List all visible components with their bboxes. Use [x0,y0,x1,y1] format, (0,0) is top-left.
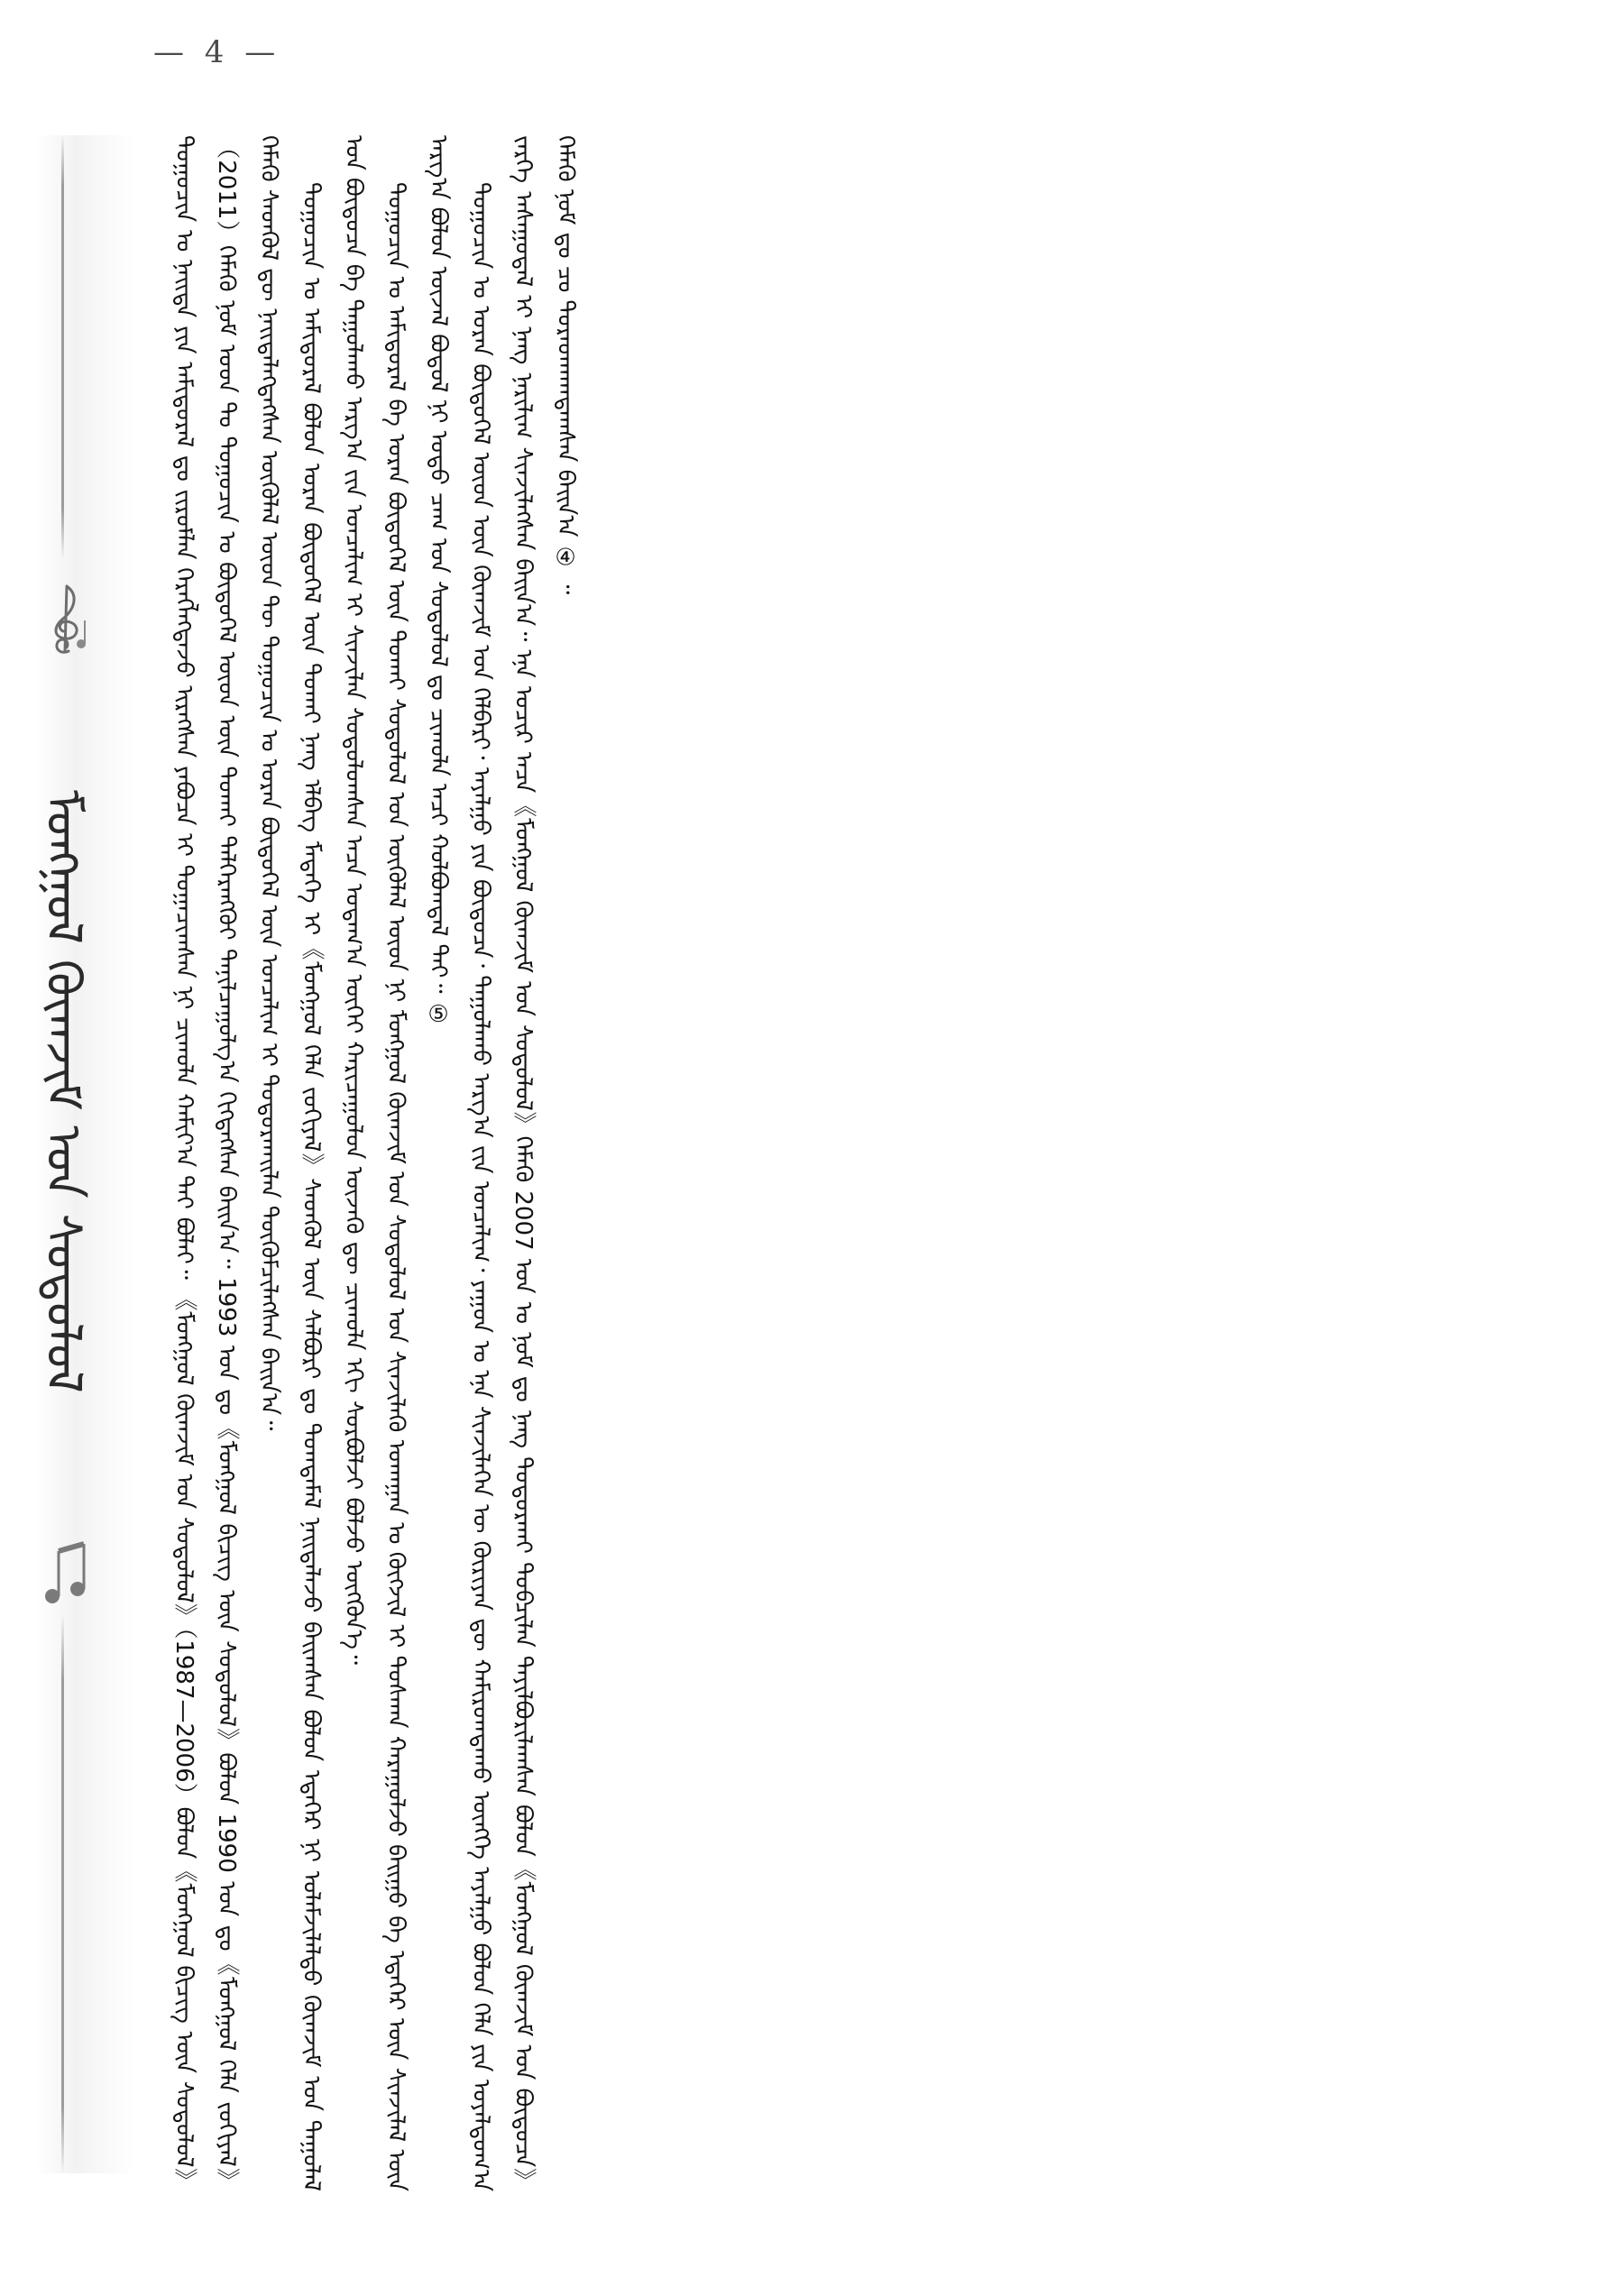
running-title: ᠮᠣᠩᠭᠣᠯ ᠬᠦᠭ᠍ᠵᠢᠮ ᠤᠨ ᠰᠤᠳᠤᠯᠤᠯ [35,789,92,1393]
body-text [162,135,1290,2191]
paragraph: ᠳᠤᠭᠤᠴᠢᠨ ᠤ ᠤᠷᠠᠨ ᠪᠦᠲᠦᠭᠡᠯ ᠦᠳ ᠦᠨ ᠬᠦᠭ᠍ᠵᠢᠮ ᠤᠨ ᠬᠡᠯᠪᠡᠷᠢ᠂ ᠠᠶᠠᠯᠭᠤ ᠶᠢᠨ ᠪᠦᠲᠦᠴᠡ᠂ ᠳᠠᠭᠤᠯᠠᠬᠤ ᠠᠷᠭ᠎ᠠ ᠵᠢᠨ ᠣᠨᠴᠠᠯᠢᠭ᠂ ᠶᠠᠭᠤᠨ ᠤ ᠡᠨᠡ ᠰᠢᠨᠵᠢᠯᠡᠭᠡᠨ ᠦ ᠬᠦᠷᠢᠶᠡᠨ ᠳᠦ ᠬᠠᠮᠢᠷᠤᠭᠳᠠᠬᠤ ᠥᠩᠭᠡ ᠠᠶᠠᠯᠭᠤ ᠪᠣᠯᠤᠨ ᠬᠡᠯᠡ ᠶᠢᠨ ᠤᠶᠠᠯᠳᠤᠭ᠎ᠠ ᠵᠡᠷᠭᠡ ᠠᠰᠠᠭᠤᠳᠠᠯ ᠢ ᠨᠡᠩ ᠨᠠᠷᠢᠯᠢᠭ ᠰᠢᠨᠵᠢᠯᠡᠭᠰᠡᠨ ᠪᠠᠢᠨ᠎ᠠ᠃ ᠡᠨᠡ ᠤᠴᠢᠷ ᠠᠴᠠ《ᠮᠣᠩᠭᠣᠯ ᠬᠦᠭ᠍ᠵᠢᠮ ᠤᠨ ᠰᠤᠳᠤᠯᠤᠯ》ᠬᠡᠮᠡᠬᠦ 2007 ᠣᠨ ᠤ ᠨᠣᠮ ᠳᠤ ᠨᠡᠩ ᠲᠣᠳᠤᠷᠬᠠᠢ ᠲᠣᠪᠴᠢᠯᠠᠨ ᠲᠠᠶᠢᠯᠪᠤᠷᠢᠯᠠᠭᠰᠠᠨ ᠪᠣᠯᠤᠨ《ᠮᠣᠩᠭᠣᠯ ᠬᠦᠭ᠍ᠵᠢᠮ ᠤᠨ ᠪᠦᠲᠦᠴᠡ》ᠬᠡᠮᠡᠬᠦ ᠨᠣᠮ ᠳᠤ ᠴᠤ ᠳᠤᠷᠠᠳᠬᠠᠭᠳᠠᠭᠰᠠᠨ ᠪᠠᠢᠨ᠎ᠠ ④ ᠃ [467,135,579,2191]
page-number: — 4 — [153,34,281,70]
paragraph: ᠳᠤᠭᠤᠴᠢᠨ ᠤ ᠠᠮᠢᠳᠤᠷᠠᠯ ᠪᠣᠯᠤᠨ ᠤᠷᠠᠨ ᠪᠦᠲᠦᠭᠡᠯ ᠦᠨ ᠲᠤᠬᠠᠢ ᠨᠡᠩ ᠡᠯᠪᠡᠭ ᠮᠡᠳᠡᠭᠡ ᠢ《ᠮᠣᠩᠭᠣᠯ ᠬᠡᠯᠡ ᠵᠣᠬᠢᠶᠠᠯ》ᠰᠡᠳᠬᠦᠯ ᠦᠨ ᠰᠠᠯᠪᠤᠷᠢ ᠳᠤ ᠲᠣᠭᠲᠠᠮᠠᠯ ᠨᠡᠢᠲᠡᠯᠡᠵᠦ ᠪᠠᠢᠭᠰᠠᠨ ᠪᠣᠯᠤᠨ ᠡᠳᠡᠭᠡᠷ ᠨᠢ ᠤᠯᠠᠮᠵᠢᠯᠠᠯᠲᠤ ᠬᠦᠭ᠍ᠵᠢᠮ ᠤᠨ ᠳᠠᠭᠤᠯᠠᠯ ᠤᠨ ᠪᠦᠲᠦᠴᠡ ᠪᠠ ᠳᠠᠭᠤᠯᠠᠬᠤ ᠠᠷᠭ᠎ᠠ ᠵᠢᠨ ᠣᠨᠴᠠᠯᠢᠭ ᠢ ᠰᠢᠨᠵᠢᠯᠡᠨ ᠰᠤᠳᠤᠯᠤᠭᠰᠠᠨ ᠠᠴᠠ ᠤᠳᠠᠭ᠎ᠠ ᠦᠭᠡᠢ ᠬᠠᠷᠢᠴᠠᠭᠤᠯᠤᠨ ᠦᠵᠡᠬᠦ ᠳᠦ ᠴᠢᠬᠤᠯᠠ ᠡᠬᠢ ᠰᠤᠷᠪᠤᠯᠵᠢ ᠪᠣᠯᠵᠤ ᠥᠭᠭᠦᠨ᠎ᠡ᠃ [298,135,367,2191]
paragraph: ᠳᠤᠭᠤᠴᠢᠨ ᠤ ᠨᠡᠢᠲᠡ ᠶᠢᠨ ᠠᠮᠢᠳᠤᠷᠠᠯ ᠳᠤ ᠵᠢᠷᠤᠮᠯᠠᠨ ᠬᠡᠷᠡᠭᠯᠡᠭᠳᠡᠵᠦ ᠢᠷᠡᠭᠰᠡᠨ ᠶᠠᠪᠤᠴᠠ ᠢ ᠲᠣᠭᠠᠴᠢᠭᠰᠠᠨ ᠨᠢ ᠴᠢᠬᠤᠯᠠ ᠬᠠᠮᠢᠶ᠎ᠠ ᠲᠠᠢ ᠪᠣᠯᠠᠢ᠃ 《ᠮᠣᠩᠭᠣᠯ ᠬᠦᠭ᠍ᠵᠢᠮ ᠤᠨ ᠰᠤᠳᠤᠯᠤᠯ》（1987—2006）ᠪᠣᠯᠤᠨ《ᠮᠣᠩᠭᠣᠯ ᠪᠢᠴᠢᠭ᠌ ᠦᠨ ᠰᠤᠳᠤᠯᠤᠯ》（2011）ᠬᠡᠮᠡᠬᠦ ᠨᠣᠮ ᠤᠳ ᠲᠤ ᠳᠤᠭᠤᠴᠢᠨ ᠤ ᠪᠦᠲᠦᠭᠡᠯ ᠦᠳ ᠦᠨ ᠲᠤᠬᠠᠢ ᠳᠡᠯᠭᠡᠷᠡᠩᠭᠦᠢ ᠲᠠᠨᠢᠯᠴᠠᠭᠤᠯᠭ᠎ᠠ ᠬᠢᠭᠳᠡᠭᠰᠡᠨ ᠪᠠᠢᠨ᠎ᠠ᠃ 1993 ᠣᠨ ᠳᠤ《ᠮᠣᠩᠭᠣᠯ ᠪᠢᠴᠢᠭ᠌ ᠦᠨ ᠰᠤᠳᠤᠯᠤᠯ》ᠪᠣᠯᠤᠨ 1990 ᠣᠨ ᠳᠤ《ᠮᠣᠩᠭᠣᠯ ᠬᠡᠯᠡ ᠵᠣᠬᠢᠶᠠᠯ》ᠬᠡᠮᠡᠬᠦ ᠰᠡᠳᠬᠦᠯ ᠳᠦ ᠨᠡᠢᠲᠡᠯᠡᠭᠳᠡᠭᠰᠡᠨ ᠥᠭᠦᠯᠡᠯ ᠦᠳ ᠲᠦ ᠳᠤᠭᠤᠴᠢᠨ ᠤ ᠤᠷᠠᠨ ᠪᠦᠲᠦᠭᠡᠯ ᠦᠨ ᠣᠨᠴᠠᠯᠢᠭ ᠢ ᠲᠣᠳᠤᠷᠬᠠᠢᠯᠠᠨ ᠳᠦᠭᠦᠮᠴᠢᠯᠡᠭᠰᠡᠨ ᠪᠠᠢᠨ᠎ᠠ᠃ [170,135,282,2191]
music-notes-icon [34,1533,97,1614]
side-divider-top [61,135,64,559]
treble-clef-icon [34,577,97,658]
side-divider-bottom [61,1614,64,2173]
paragraph: ᠳᠤᠭᠤᠴᠢᠨ ᠤ ᠠᠮᠢᠳᠤᠷᠠᠯ ᠪᠠ ᠤᠷᠠᠨ ᠪᠦᠲᠦᠭᠡᠯ ᠦᠨ ᠲᠤᠬᠠᠢ ᠰᠤᠳᠤᠯᠤᠯ ᠤᠨ ᠥᠭᠦᠯᠡᠯ ᠦᠳ ᠨᠢ ᠮᠣᠩᠭᠣᠯ ᠬᠦᠭ᠍ᠵᠢᠮ ᠤᠨ ᠰᠤᠳᠤᠯᠤᠯ ᠤᠨ ᠰᠢᠨᠵᠢᠯᠡᠬᠦ ᠤᠬᠠᠭᠠᠨ ᠤ ᠬᠥᠭᠵᠢᠯ ᠢ ᠲᠤᠰᠬᠠᠨ ᠬᠠᠷᠠᠭᠤᠯᠵᠤ ᠪᠠᠢᠭᠤ ᠪᠠ ᠡᠳᠡᠭᠡᠷ ᠦᠨ ᠰᠢᠨᠵᠢᠯᠡᠯ ᠦᠨ ᠠᠷᠭ᠎ᠠ ᠪᠣᠯᠤᠨ ᠦᠵᠡᠯ ᠪᠣᠳᠤᠯ ᠨᠢ ᠣᠳᠣ ᠴᠠᠭ ᠤᠨ ᠰᠤᠳᠤᠯᠤᠯ ᠳᠤ ᠴᠢᠬᠤᠯᠠ ᠠᠴᠢ ᠬᠣᠯᠪᠣᠭᠳᠠᠯ ᠲᠠᠢ᠃ ⑤ [382,135,452,2191]
